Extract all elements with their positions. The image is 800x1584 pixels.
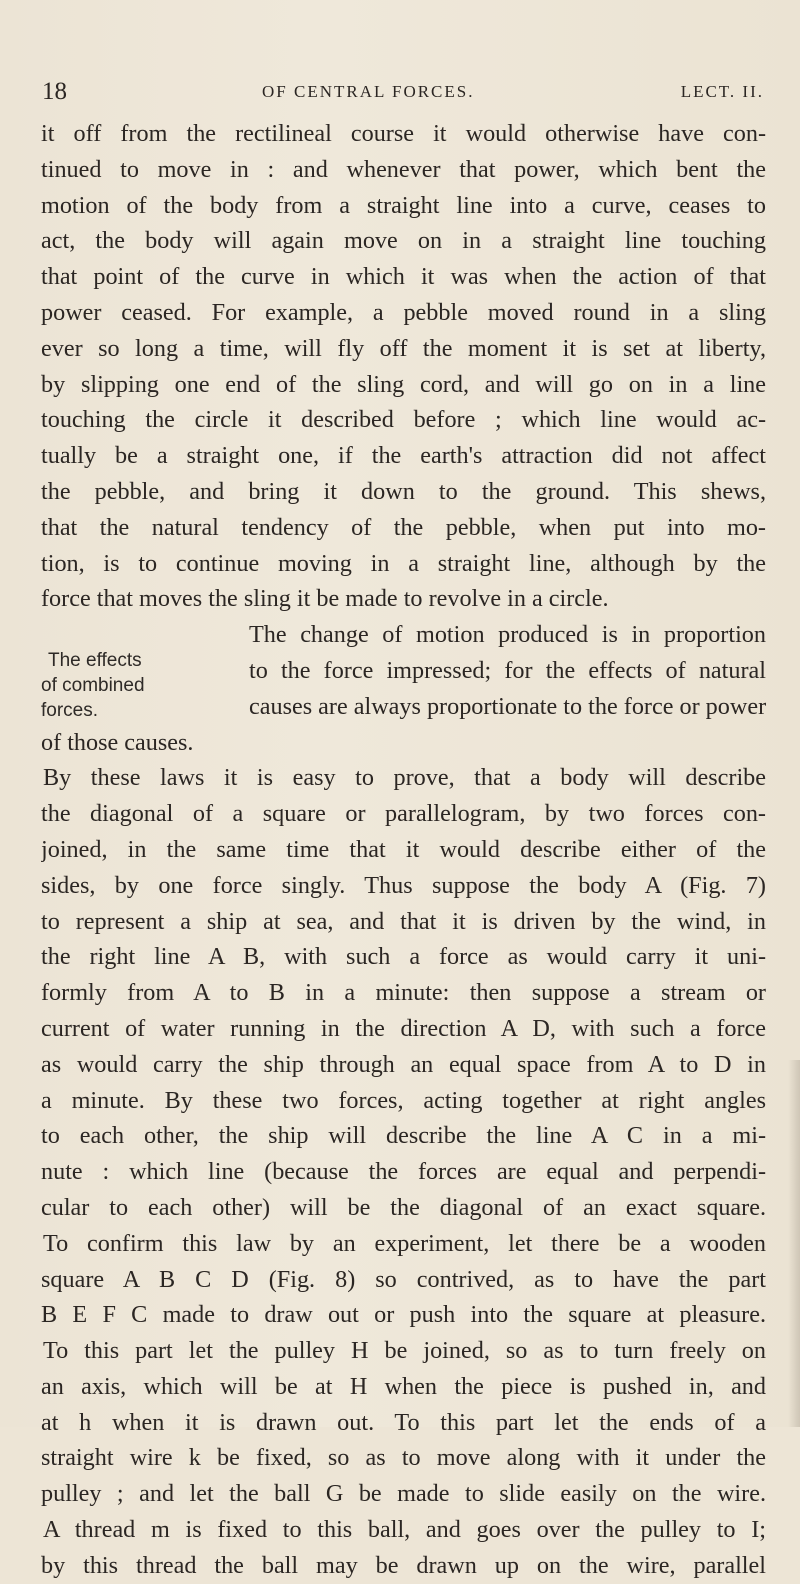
text-line: ever so long a time, will fly off the moment it is set at liberty, (41, 334, 766, 362)
text-line: of those causes. (41, 728, 194, 756)
text-line: an axis, which will be at H when the piece is pushed in, and (41, 1372, 766, 1400)
text-line: it off from the rectilineal course it would otherwise have con- (41, 120, 766, 147)
text-line: cular to each other) will be the diagonal of an exact square. (41, 1193, 766, 1221)
text-line: at h when it is drawn out. To this part let the ends of a (41, 1408, 766, 1436)
text-line: to each other, the ship will describe the line A C in a mi- (41, 1122, 766, 1150)
margin-note-line: forces. (41, 700, 99, 721)
text-line: square A B C D (Fig. 8) so contrived, as to have the part (41, 1265, 766, 1293)
page-edge-shadow (788, 1060, 800, 1427)
text-line: the pebble, and bring it down to the ground. This shews, (41, 477, 766, 505)
text-line: current of water running in the direction A D, with such a force (41, 1014, 766, 1042)
lecture-number: LECT. II. (680, 82, 764, 101)
text-line: the diagonal of a square or parallelogram, by two forces con- (41, 800, 766, 828)
text-line: to represent a ship at sea, and that it is driven by the wind, in (41, 907, 766, 935)
text-line: a minute. By these two forces, acting together at right angles (41, 1086, 766, 1114)
text-line: act, the body will again move on in a straight line touching (41, 227, 766, 255)
body-text (41, 116, 766, 1584)
page-number: 18 (42, 78, 67, 105)
text-line: that the natural tendency of the pebble, when put into mo- (41, 513, 766, 541)
text-line: tinued to move in : and whenever that power, which bent the (41, 155, 766, 183)
page-header (40, 78, 764, 108)
text-line: formly from A to B in a minute: then suppose a stream or (41, 979, 766, 1007)
text-line: motion of the body from a straight line into a curve, ceases to (41, 191, 766, 219)
text-line: by this thread the ball may be drawn up on the wire, parallel (41, 1551, 766, 1579)
text-line: To confirm this law by an experiment, let there be a wooden (43, 1229, 766, 1257)
text-line: by slipping one end of the sling cord, and will go on in a line (41, 370, 766, 398)
text-line: as would carry the ship through an equal space from A to D in (41, 1050, 766, 1078)
text-line: straight wire k be fixed, so as to move along with it under the (41, 1444, 766, 1472)
text-line: to the force impressed; for the effects of natural (249, 656, 766, 684)
text-line: power ceased. For example, a pebble moved round in a sling (41, 298, 766, 326)
text-line: The change of motion produced is in proportion (249, 621, 766, 649)
text-line: joined, in the same time that it would describe either of the (41, 835, 766, 863)
text-line: causes are always proportionate to the force or power (249, 692, 766, 720)
text-line: the right line A B, with such a force as would carry it uni- (41, 943, 766, 971)
margin-note-line: of combined (41, 675, 145, 696)
text-line: By these laws it is easy to prove, that a body will describe (43, 764, 766, 792)
text-line: tion, is to continue moving in a straight line, although by the (41, 549, 766, 577)
text-line: pulley ; and let the ball G be made to slide easily on the wire. (41, 1480, 766, 1508)
margin-note-line: The effects (48, 650, 142, 671)
running-title: OF CENTRAL FORCES. (262, 82, 475, 101)
text-line: touching the circle it described before ; which line would ac- (41, 406, 766, 434)
text-line: that point of the curve in which it was when the action of that (41, 263, 766, 291)
text-line: B E F C made to draw out or push into the square at pleasure. (41, 1301, 766, 1329)
text-line: sides, by one force singly. Thus suppose the body A (Fig. 7) (41, 871, 766, 899)
text-line: tually be a straight one, if the earth's attraction did not affect (41, 442, 766, 470)
text-line: force that moves the sling it be made to revolve in a circle. (41, 585, 609, 613)
text-line: To this part let the pulley H be joined, so as to turn freely on (43, 1337, 766, 1365)
text-line: nute : which line (because the forces are equal and perpendi- (41, 1158, 766, 1186)
text-line: A thread m is fixed to this ball, and goes over the pulley to I; (43, 1516, 766, 1544)
